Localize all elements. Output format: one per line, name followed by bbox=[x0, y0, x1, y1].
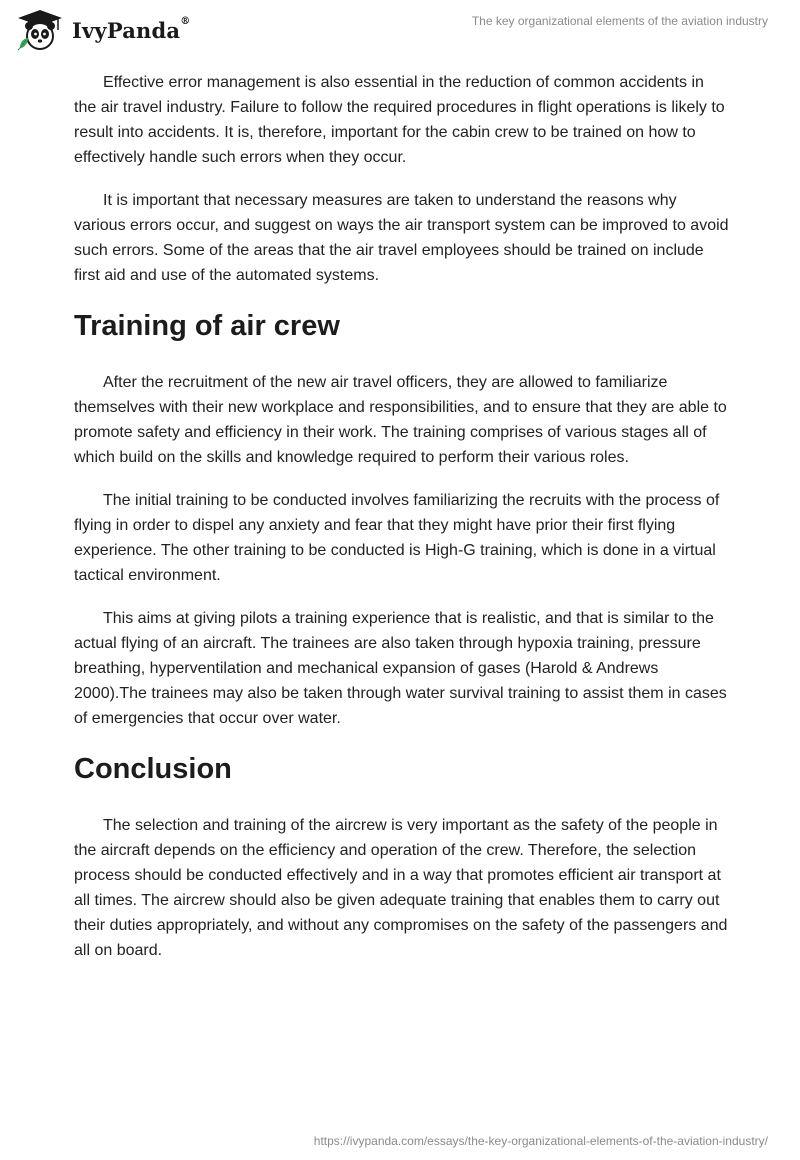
page-header bbox=[0, 0, 800, 60]
paragraph: After the recruitment of the new air travel officers, they are allowed to familiarize themselves with their new workplace and responsibilities, and to ensure that they are able to promote safety and efficiency in their work. The training comprises of various stages all of which build on the skills and knowledge required to perform their various roles. bbox=[74, 374, 727, 466]
paragraph: It is important that necessary measures are taken to understand the reasons why various errors occur, and suggest on ways the air transport system can be improved to avoid such errors. Some of the areas that the air travel employees should be trained on include first aid and use of the automated systems. bbox=[74, 192, 729, 284]
paragraph: The selection and training of the aircrew is very important as the safety of the people in the aircraft depends on the efficiency and operation of the crew. Therefore, the selection process should be conducted effectively and in a way that promotes efficient air transport at all times. The aircrew should also be given adequate training that enables them to carry out their duties appropriately, and without any compromises on the safety of the passengers and all on board. bbox=[74, 817, 728, 959]
paragraph: Effective error management is also essential in the reduction of common accidents in the air travel industry. Failure to follow the required procedures in flight operations is likely to result into accidents. It is, therefore, important for the cabin crew to be trained on how to effectively handle such errors when they occur. bbox=[74, 74, 725, 166]
panda-graduate-icon bbox=[14, 8, 66, 52]
section-heading-training: Training of air crew bbox=[74, 310, 340, 342]
document-title: The key organizational elements of the aviation industry bbox=[471, 14, 768, 28]
brand-name: IvyPanda® bbox=[72, 15, 191, 43]
essay-body bbox=[74, 70, 729, 981]
section-heading-conclusion: Conclusion bbox=[74, 753, 232, 785]
paragraph: This aims at giving pilots a training experience that is realistic, and that is similar to the actual flying of an aircraft. The trainees are also taken through hypoxia training, pressure breathing, hyperventilation and mechanical expansion of gases (Harold & Andrews 2000).The trainees may also be taken through water survival training to assist them in cases of emergencies that occur over water. bbox=[74, 610, 727, 727]
paragraph: The initial training to be conducted involves familiarizing the recruits with the process of flying in order to dispel any anxiety and fear that they might have prior their first flying experience. The other training to be conducted is High-G training, which is done in a virtual tactical environment. bbox=[74, 492, 720, 584]
ivypanda-logo[interactable] bbox=[14, 8, 190, 52]
source-url-link[interactable]: https://ivypanda.com/essays/the-key-organizational-elements-of-the-aviation-industry/ bbox=[313, 1134, 768, 1148]
